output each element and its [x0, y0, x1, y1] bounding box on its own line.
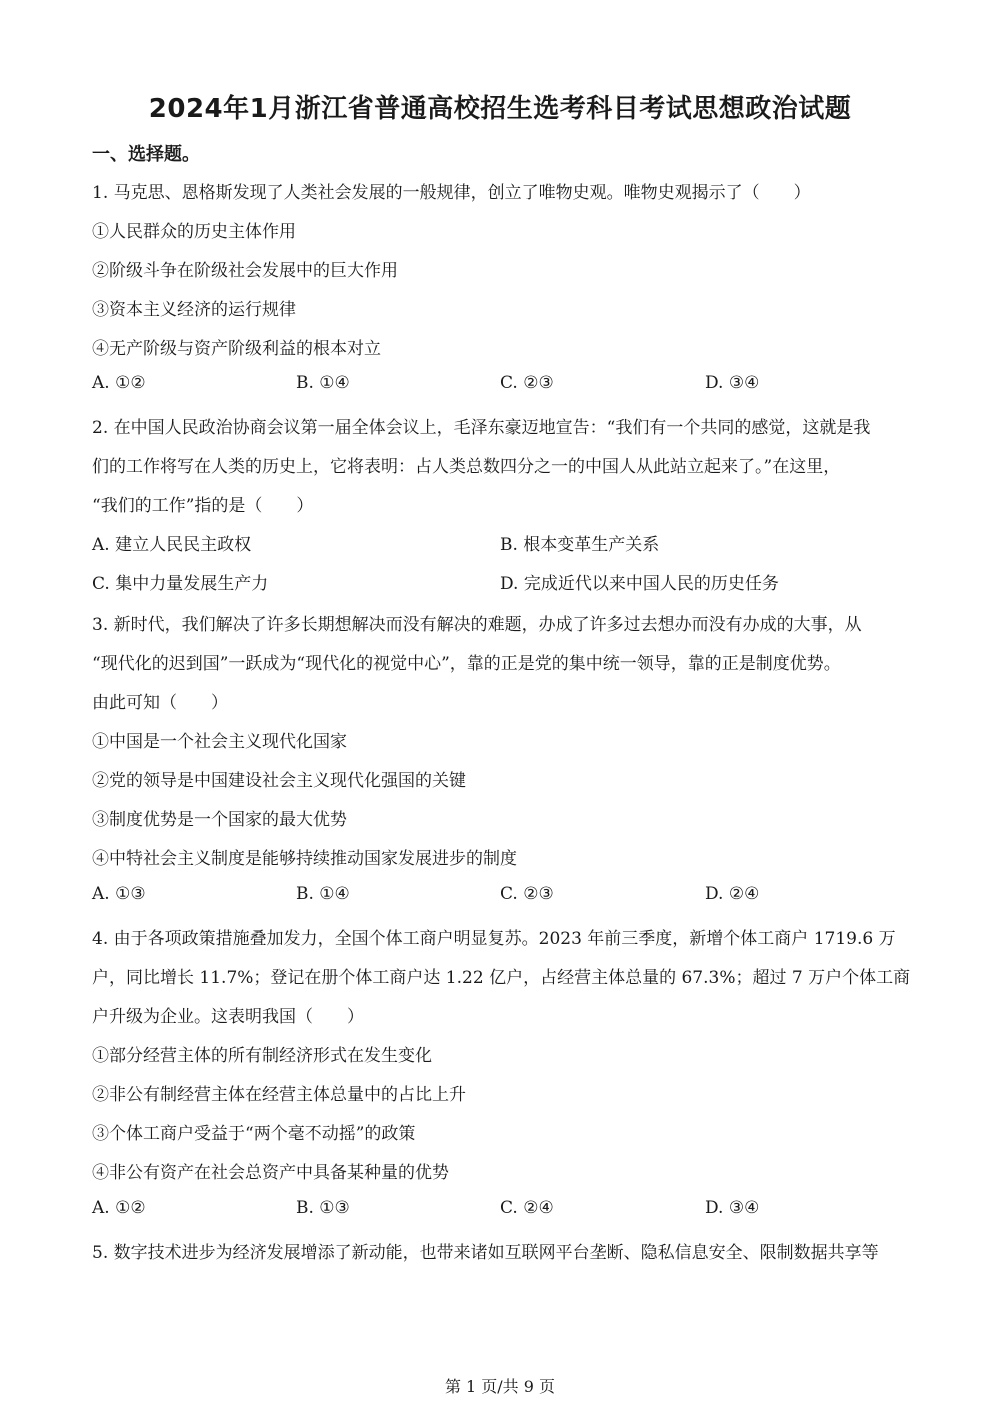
page-number: 第 1 页/共 9 页	[444, 1377, 556, 1396]
question-2-option-d: D. 完成近代以来中国人民的历史任务	[500, 574, 779, 594]
question-1-option-d: D. ③④	[705, 373, 760, 393]
question-2-stem: “我们的工作”指的是（ ）	[92, 496, 314, 516]
question-4-stem: 户升级为企业。这表明我国（ ）	[92, 1007, 364, 1027]
question-3-item: ②党的领导是中国建设社会主义现代化强国的关键	[92, 771, 466, 791]
question-1-item: ②阶级斗争在阶级社会发展中的巨大作用	[92, 261, 398, 281]
question-4-item: ②非公有制经营主体在经营主体总量中的占比上升	[92, 1085, 466, 1105]
exam-title: 2024年1月浙江省普通高校招生选考科目考试思想政治试题	[148, 94, 852, 124]
question-4-item: ④非公有资产在社会总资产中具备某种量的优势	[92, 1163, 449, 1183]
question-4-item: ③个体工商户受益于“两个毫不动摇”的政策	[92, 1124, 416, 1144]
question-4-stem: 户，同比增长 11.7%；登记在册个体工商户达 1.22 亿户，占经营主体总量的 67.3%；超过 7 万户个体工商	[92, 968, 911, 988]
question-1-option-c: C. ②③	[500, 373, 554, 393]
question-2-stem: 们的工作将写在人类的历史上，它将表明：占人类总数四分之一的中国人从此站立起来了。”在这里，	[92, 457, 841, 477]
question-3-option-b: B. ①④	[296, 884, 350, 904]
question-2-option-b: B. 根本变革生产关系	[500, 535, 660, 555]
question-3-option-a: A. ①③	[92, 884, 146, 904]
question-3-item: ①中国是一个社会主义现代化国家	[92, 732, 347, 752]
question-3-option-d: D. ②④	[705, 884, 760, 904]
question-4-option-b: B. ①③	[296, 1198, 350, 1218]
question-3-item: ③制度优势是一个国家的最大优势	[92, 810, 347, 830]
question-1-item: ③资本主义经济的运行规律	[92, 300, 296, 320]
question-4-option-a: A. ①②	[92, 1198, 146, 1218]
question-1-item: ④无产阶级与资产阶级利益的根本对立	[92, 339, 381, 359]
section-heading: 一、选择题。	[92, 144, 200, 165]
question-1-stem: 1. 马克思、恩格斯发现了人类社会发展的一般规律，创立了唯物史观。唯物史观揭示了（ ）	[92, 183, 811, 203]
question-4-option-c: C. ②④	[500, 1198, 554, 1218]
question-4-item: ①部分经营主体的所有制经济形式在发生变化	[92, 1046, 432, 1066]
question-2-option-a: A. 建立人民民主政权	[92, 535, 252, 555]
question-4-stem: 4. 由于各项政策措施叠加发力，全国个体工商户明显复苏。2023 年前三季度，新增个体工商户 1719.6 万	[92, 929, 896, 949]
question-1-item: ①人民群众的历史主体作用	[92, 222, 296, 242]
question-3-stem: “现代化的迟到国”一跃成为“现代化的视觉中心”，靠的正是党的集中统一领导，靠的正是制度优势。	[92, 654, 841, 674]
question-3-stem: 3. 新时代，我们解决了许多长期想解决而没有解决的难题，办成了许多过去想办而没有办成的大事，从	[92, 615, 862, 635]
question-3-option-c: C. ②③	[500, 884, 554, 904]
question-1-option-a: A. ①②	[92, 373, 146, 393]
question-3-stem: 由此可知（ ）	[92, 693, 228, 713]
question-2-stem: 2. 在中国人民政治协商会议第一届全体会议上，毛泽东豪迈地宣告：“我们有一个共同的感觉，这就是我	[92, 418, 871, 438]
question-3-item: ④中特社会主义制度是能够持续推动国家发展进步的制度	[92, 849, 517, 869]
question-2-option-c: C. 集中力量发展生产力	[92, 574, 269, 594]
question-4-option-d: D. ③④	[705, 1198, 760, 1218]
question-5-stem: 5. 数字技术进步为经济发展增添了新动能，也带来诸如互联网平台垄断、隐私信息安全、限制数据共享等	[92, 1243, 879, 1263]
question-1-option-b: B. ①④	[296, 373, 350, 393]
